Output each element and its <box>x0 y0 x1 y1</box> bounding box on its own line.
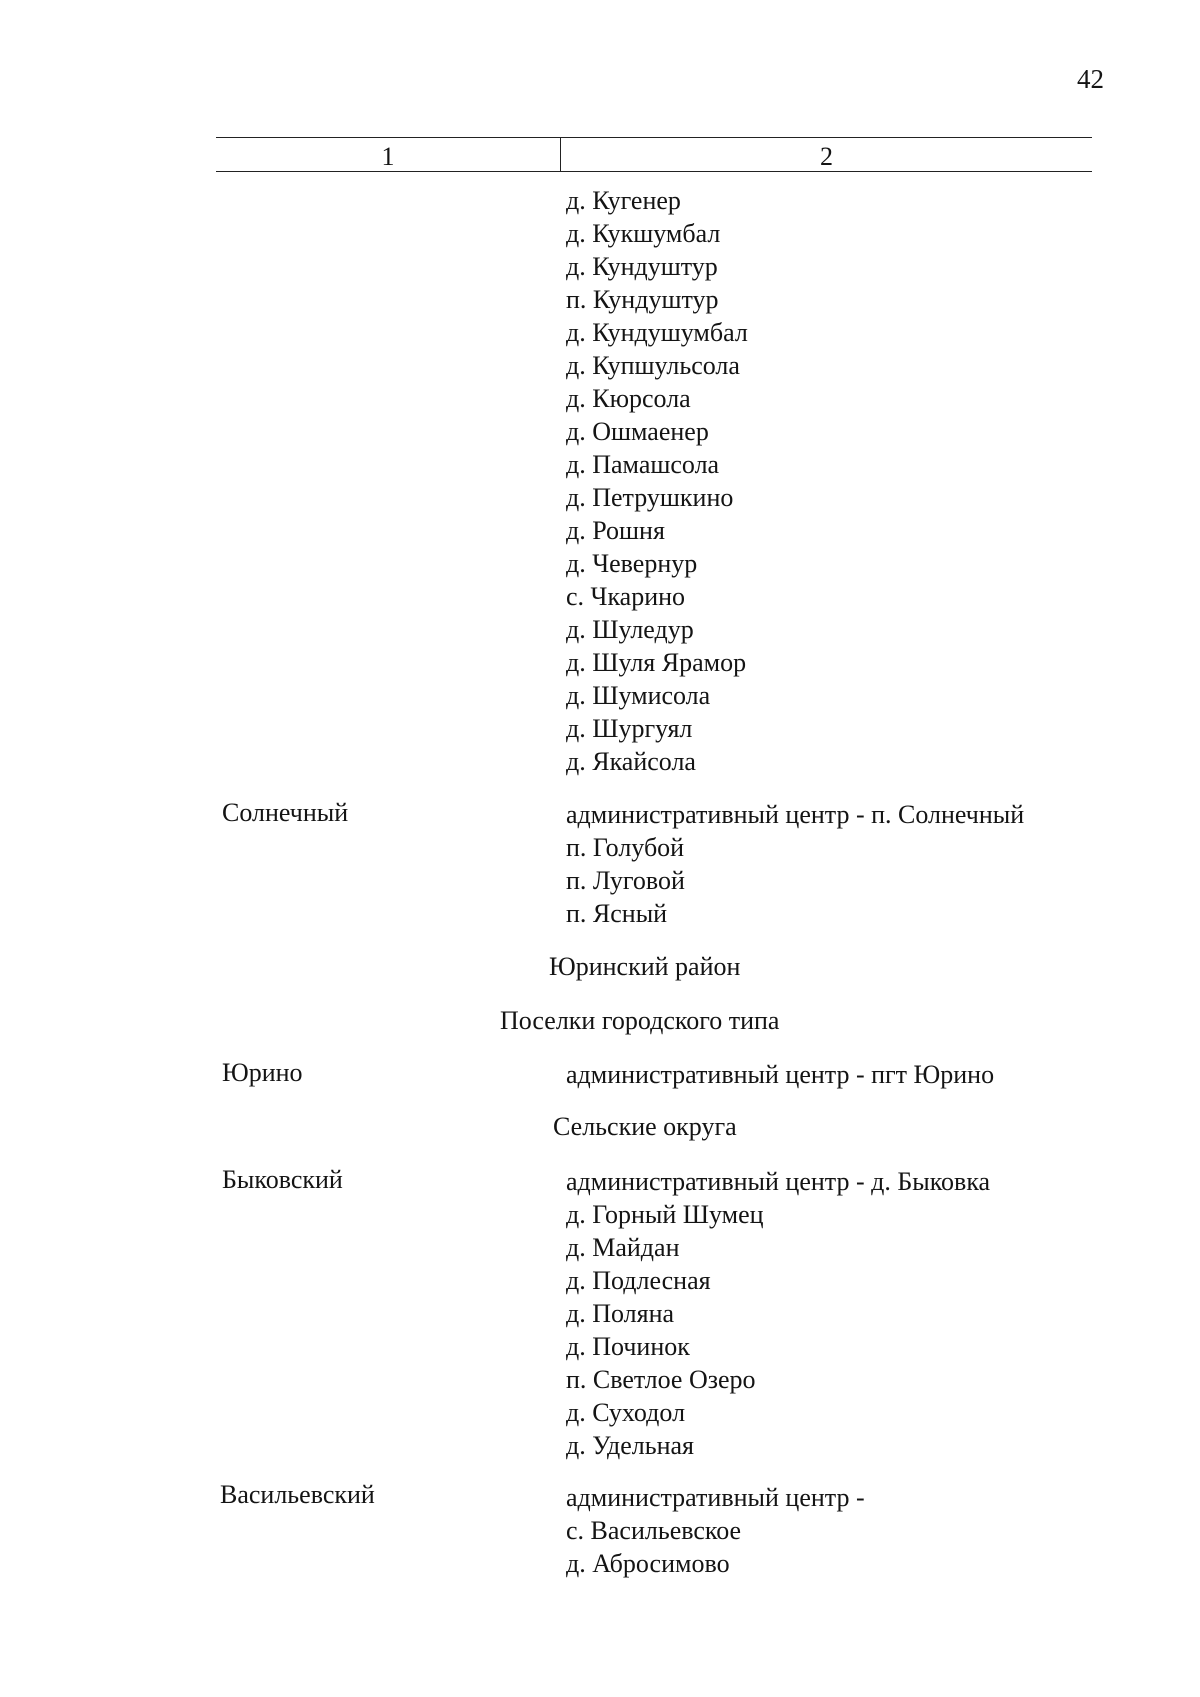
page-number: 42 <box>1077 64 1104 94</box>
list-item: д. Кугенер <box>566 186 681 215</box>
list-item: д. Удельная <box>566 1431 695 1460</box>
list-item: д. Кундушумбал <box>566 318 748 347</box>
section-heading: Поселки городского типа <box>500 1006 780 1035</box>
list-item: административный центр - п. Солнечный <box>566 800 1025 829</box>
table-header <box>216 137 1092 172</box>
list-item: д. Горный Шумец <box>566 1200 764 1229</box>
list-item: д. Абросимово <box>566 1549 730 1578</box>
list-item: д. Кукшумбал <box>566 219 721 248</box>
list-item: административный центр - <box>566 1483 865 1512</box>
list-item: п. Кундуштур <box>566 285 719 314</box>
list-item: административный центр - пгт Юрино <box>566 1060 995 1089</box>
list-item: п. Светлое Озеро <box>566 1365 756 1394</box>
list-item: п. Голубой <box>566 833 685 862</box>
okrug-name-solnechny: Солнечный <box>222 798 349 827</box>
list-item: д. Кундуштур <box>566 252 718 281</box>
section-heading: Сельские округа <box>553 1112 737 1141</box>
list-item: д. Суходол <box>566 1398 686 1427</box>
list-item: д. Рошня <box>566 516 665 545</box>
list-item: д. Петрушкино <box>566 483 734 512</box>
settlement-name-yurino: Юрино <box>222 1058 303 1087</box>
list-item: д. Шуледур <box>566 615 694 644</box>
list-item: с. Чкарино <box>566 582 686 611</box>
list-item: д. Майдан <box>566 1233 680 1262</box>
list-item: д. Шумисола <box>566 681 711 710</box>
list-item: п. Луговой <box>566 866 685 895</box>
list-item: д. Кюрсола <box>566 384 691 413</box>
list-item: д. Починок <box>566 1332 690 1361</box>
list-item: административный центр - д. Быковка <box>566 1167 991 1196</box>
okrug-name-bykovsky: Быковский <box>222 1165 343 1194</box>
column-header-1: 1 <box>381 142 395 171</box>
column-header-2: 2 <box>820 142 833 171</box>
list-item: д. Купшульсола <box>566 351 740 380</box>
list-item: д. Якайсола <box>566 747 696 776</box>
list-item: д. Поляна <box>566 1299 675 1328</box>
list-item: д. Шуля Ярамор <box>566 648 747 677</box>
list-item: с. Васильевское <box>566 1516 742 1545</box>
list-item: д. Памашсола <box>566 450 720 479</box>
okrug-name-vasilyevsky: Васильевский <box>220 1480 375 1509</box>
list-item: д. Шургуял <box>566 714 693 743</box>
list-item: д. Подлесная <box>566 1266 711 1295</box>
list-item: п. Ясный <box>566 899 668 928</box>
list-item: д. Чевернур <box>566 549 698 578</box>
district-heading: Юринский район <box>549 952 741 981</box>
list-item: д. Ошмаенер <box>566 417 709 446</box>
